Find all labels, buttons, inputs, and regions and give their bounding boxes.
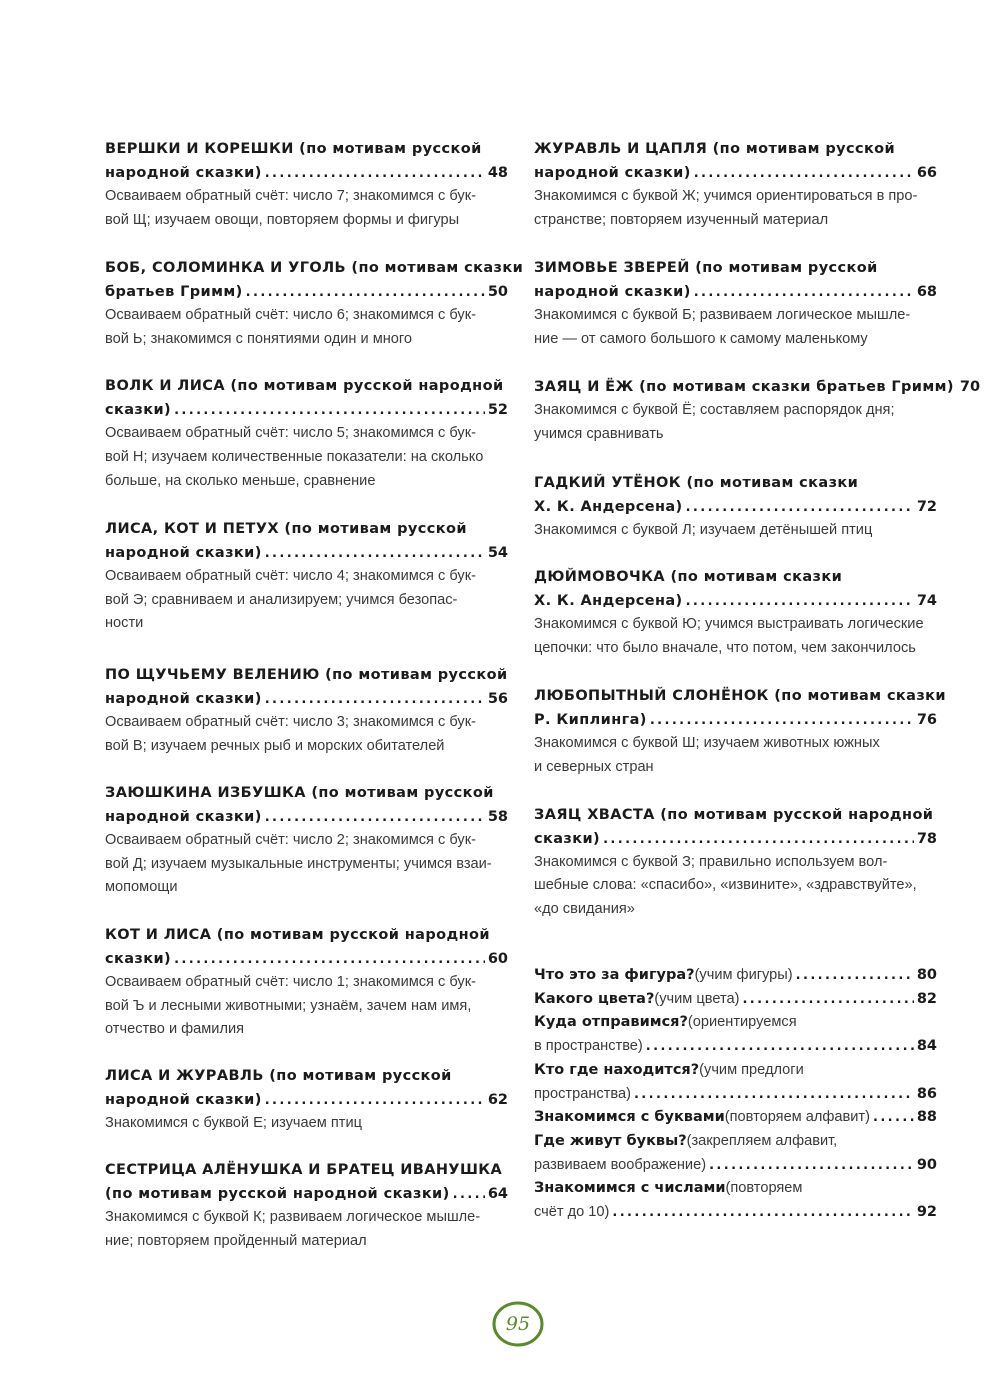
- extra-item-note: развиваем воображение): [534, 1156, 707, 1173]
- toc-entry-page: 76: [916, 712, 937, 729]
- toc-right-column: [534, 137, 981, 921]
- toc-entry: [534, 137, 937, 232]
- toc-entry: [105, 781, 508, 900]
- toc-entry-description: Осваиваем обратный счёт: число 1; знакомимся с бук-: [105, 973, 476, 990]
- toc-entry-title: ВОЛК И ЛИСА (по мотивам русской народной: [105, 378, 504, 395]
- toc-entry-description: Осваиваем обратный счёт: число 3; знакомимся с бук-: [105, 713, 476, 730]
- dot-leader: [873, 1106, 914, 1130]
- extra-item-note: в пространстве): [534, 1038, 643, 1055]
- extra-item-line: [534, 1059, 937, 1083]
- extra-item-note: счёт до 10): [534, 1204, 610, 1221]
- toc-entry-title: ЗИМОВЬЕ ЗВЕРЕЙ (по мотивам русской: [534, 260, 878, 277]
- extra-item: [534, 1059, 937, 1106]
- toc-entry-title: народной сказки): [534, 284, 691, 301]
- extra-item-page: 86: [916, 1085, 937, 1102]
- toc-entry-title-line: [105, 1064, 508, 1088]
- extra-item-title: Какого цвета?: [534, 990, 655, 1007]
- toc-entry-description: и северных стран: [534, 758, 654, 775]
- toc-entry-title-line: [534, 471, 937, 495]
- dot-leader: [694, 166, 914, 181]
- dot-leader: [742, 988, 913, 1012]
- toc-left-column: [105, 137, 524, 1253]
- dot-leader: [174, 952, 485, 967]
- toc-entry-page: 48: [487, 165, 508, 181]
- extra-item-line: [534, 1011, 937, 1035]
- extra-item: [534, 1177, 937, 1224]
- toc-entry-description: Знакомимся с буквой Б; развиваем логическое мышле-: [534, 307, 911, 324]
- toc-entry-page: 68: [916, 284, 937, 301]
- dot-leader: [796, 964, 914, 988]
- toc-entry-title-line: [534, 708, 937, 732]
- toc-entry-title-line: [105, 947, 508, 971]
- toc-entry-title-line: [105, 1158, 508, 1182]
- toc-entry-title-line: [534, 495, 937, 519]
- toc-entry-title-line: [534, 256, 937, 280]
- extra-item-note: (повторяем алфавит): [724, 1109, 870, 1126]
- toc-entry: [534, 471, 937, 543]
- extra-item: [534, 1130, 937, 1177]
- extra-item: [534, 964, 937, 988]
- extra-item-line: [534, 988, 937, 1012]
- extra-item-page: 82: [916, 990, 937, 1007]
- extra-item-page: 92: [916, 1204, 937, 1221]
- toc-entry-description: вой Д; изучаем музыкальные инструменты; учимся взаи-: [105, 855, 492, 872]
- dot-leader: [265, 810, 485, 825]
- toc-entry: [105, 1158, 508, 1253]
- toc-entry-page: 52: [487, 402, 508, 419]
- toc-entry-description: ние — от самого большого к самому маленькому: [534, 330, 868, 347]
- toc-entry: [534, 375, 981, 446]
- toc-entry-title-line: [105, 1088, 508, 1112]
- dot-leader: [265, 692, 485, 707]
- extra-item-title: Знакомимся с буквами: [534, 1109, 725, 1126]
- toc-entry-title: сказки): [534, 830, 601, 847]
- extra-item-note: (закрепляем алфавит,: [686, 1132, 838, 1149]
- dot-leader: [709, 1154, 914, 1178]
- toc-entry-description: отчество и фамилия: [105, 1021, 245, 1038]
- toc-entry-title-line: [105, 137, 508, 161]
- toc-entry: [105, 517, 508, 636]
- toc-entry-description: вой Ъ и лесными животными; узнаём, зачем нам имя,: [105, 997, 472, 1014]
- toc-entry-description: вой Э; сравниваем и анализируем; учимся безопас-: [105, 591, 458, 608]
- toc-entry: [105, 663, 508, 758]
- toc-entry-title: Х. К. Андерсена): [534, 593, 683, 610]
- toc-entry: [534, 684, 946, 779]
- toc-entry-description: Знакомимся с буквой Ш; изучаем животных южных: [534, 735, 880, 752]
- toc-entry: [534, 256, 937, 351]
- extra-item-title: Кто где находится?: [534, 1061, 700, 1078]
- toc-entry-description: ние; повторяем пройденный материал: [105, 1232, 367, 1249]
- toc-entry-description: учимся сравнивать: [534, 425, 664, 442]
- page-number-badge: [491, 1300, 545, 1348]
- toc-entry-page: 60: [487, 950, 508, 967]
- toc-entry-description: ности: [105, 615, 144, 632]
- dot-leader: [265, 546, 485, 561]
- toc-entry-title-line: [534, 375, 981, 399]
- toc-entry-description: Знакомимся с буквой К; развиваем логическое мышле-: [105, 1209, 481, 1226]
- toc-entry-title: ПО ЩУЧЬЕМУ ВЕЛЕНИЮ (по мотивам русской: [105, 666, 508, 683]
- dot-leader: [265, 166, 485, 181]
- toc-entry-description: Знакомимся с буквой Ю; учимся выстраивать логические: [534, 616, 924, 633]
- toc-entry-title: ЛЮБОПЫТНЫЙ СЛОНЁНОК (по мотивам сказки: [534, 688, 946, 705]
- toc-entry-title-line: [534, 803, 937, 827]
- toc-entry-description: Осваиваем обратный счёт: число 2; знакомимся с бук-: [105, 832, 476, 849]
- extra-item-note: пространства): [534, 1085, 631, 1102]
- extra-item-note: (учим предлоги: [699, 1061, 804, 1078]
- toc-entry-description: Знакомимся с буквой Ё; составляем распорядок дня;: [534, 402, 895, 419]
- toc-entry-page: 72: [916, 498, 937, 515]
- toc-entry-page: 56: [487, 690, 508, 707]
- extra-item-line: [534, 964, 937, 988]
- toc-entry-title: Р. Киплинга): [534, 712, 647, 729]
- toc-entry-title: народной сказки): [105, 690, 262, 707]
- toc-entry-title: народной сказки): [105, 545, 262, 562]
- toc-entry-title: сказки): [105, 402, 172, 419]
- dot-leader: [686, 500, 914, 515]
- toc-entry-title-line: [105, 541, 508, 565]
- extra-item-line: [534, 1154, 937, 1178]
- toc-entry-title-line: [534, 161, 937, 185]
- toc-entry-title: сказки): [105, 950, 172, 967]
- extra-item-line: [534, 1177, 937, 1201]
- toc-entry-description: Знакомимся с буквой З; правильно используем вол-: [534, 853, 888, 870]
- dot-leader: [612, 1201, 913, 1225]
- extra-item-line: [534, 1106, 937, 1130]
- toc-entry-page: 62: [487, 1091, 508, 1108]
- toc-entry-description: больше, на сколько меньше, сравнение: [105, 472, 376, 489]
- toc-entry-description: Знакомимся с буквой Л; изучаем детёнышей птиц: [534, 521, 873, 538]
- toc-entry: [105, 374, 508, 493]
- extra-item-title: Куда отправимся?: [534, 1014, 688, 1031]
- toc-extras-list: [534, 964, 937, 1225]
- toc-entry-description: вой Щ; изучаем овощи, повторяем формы и фигуры: [105, 211, 460, 228]
- toc-entry-title: народной сказки): [105, 165, 262, 181]
- toc-entry-title: Х. К. Андерсена): [534, 498, 683, 515]
- toc-entry-description: шебные слова: «спасибо», «извините», «здравствуйте»,: [534, 877, 917, 894]
- dot-leader: [686, 594, 914, 609]
- extra-item-note: (ориентируемся: [687, 1014, 797, 1031]
- toc-entry: [105, 923, 508, 1042]
- toc-entry-description: Осваиваем обратный счёт: число 4; знакомимся с бук-: [105, 568, 476, 585]
- extra-item: [534, 1011, 937, 1058]
- toc-entry-page: 54: [487, 545, 508, 562]
- toc-entry-title-line: [105, 256, 524, 280]
- toc-entry-title-line: [105, 398, 508, 422]
- dot-leader: [694, 285, 914, 300]
- dot-leader: [453, 1187, 485, 1202]
- toc-entry-title-line: [105, 280, 508, 304]
- dot-leader: [246, 285, 485, 300]
- toc-entry-description: вой Н; изучаем количественные показатели: на сколько: [105, 448, 484, 465]
- toc-entry-page: 58: [487, 809, 508, 826]
- toc-entry-page: 78: [916, 830, 937, 847]
- toc-entry-description: мопомощи: [105, 879, 178, 896]
- toc-entry-page: 50: [487, 284, 508, 301]
- toc-entry-description: «до свидания»: [534, 900, 635, 917]
- toc-entry-page: 64: [487, 1186, 508, 1203]
- toc-entry-title-line: [105, 374, 508, 398]
- extra-item-note: (повторяем: [725, 1180, 803, 1197]
- toc-entry-title-line: [534, 565, 937, 589]
- extra-item-title: Что это за фигура?: [534, 967, 695, 983]
- toc-entry: [105, 1064, 508, 1136]
- toc-entry-title-line: [534, 137, 937, 161]
- extra-item-note: (учим фигуры): [694, 967, 793, 983]
- toc-entry-title: братьев Гримм): [105, 284, 243, 301]
- toc-entry-title: ДЮЙМОВОЧКА (по мотивам сказки: [534, 569, 843, 586]
- toc-entry-title-line: [534, 684, 946, 708]
- dot-leader: [646, 1035, 914, 1059]
- toc-entry-title: народной сказки): [105, 809, 262, 826]
- toc-entry-title: народной сказки): [105, 1091, 262, 1108]
- toc-entry-title: ЗАЯЦ ХВАСТА (по мотивам русской народной: [534, 806, 934, 823]
- dot-leader: [650, 713, 914, 728]
- extra-item: [534, 1106, 937, 1130]
- toc-entry-title: КОТ И ЛИСА (по мотивам русской народной: [105, 926, 490, 943]
- toc-entry-title: ЖУРАВЛЬ И ЦАПЛЯ (по мотивам русской: [534, 141, 896, 157]
- toc-entry-title-line: [105, 687, 508, 711]
- toc-entry-title: ВЕРШКИ И КОРЕШКИ (по мотивам русской: [105, 141, 482, 157]
- toc-entry-title: ГАДКИЙ УТЁНОК (по мотивам сказки: [534, 474, 859, 491]
- toc-entry-title: СЕСТРИЦА АЛЁНУШКА И БРАТЕЦ ИВАНУШКА: [105, 1162, 503, 1179]
- toc-entry-title-line: [534, 827, 937, 851]
- extra-item: [534, 988, 937, 1012]
- extra-item-page: 80: [916, 967, 937, 983]
- toc-entry-title-line: [534, 280, 937, 304]
- toc-entry-title-line: [105, 781, 508, 805]
- toc-entry: [534, 803, 937, 922]
- extra-item-line: [534, 1201, 937, 1225]
- toc-entry-description: вой Ь; знакомимся с понятиями один и много: [105, 330, 413, 347]
- dot-leader: [174, 403, 485, 418]
- toc-entry-description: Осваиваем обратный счёт: число 5; знакомимся с бук-: [105, 425, 476, 442]
- toc-entry-description: Знакомимся с буквой Е; изучаем птиц: [105, 1114, 362, 1131]
- toc-entry-page: 74: [916, 593, 937, 610]
- toc-entry-description: странстве; повторяем изученный материал: [534, 211, 829, 228]
- page-number: 95: [505, 1313, 531, 1335]
- toc-entry: [105, 137, 508, 232]
- toc-entry-title: ЗАЯЦ И ЁЖ (по мотивам сказки братьев Гримм): [534, 379, 954, 396]
- toc-entry-title: народной сказки): [534, 165, 691, 181]
- toc-entry-title: ЛИСА, КОТ И ПЕТУХ (по мотивам русской: [105, 521, 467, 538]
- extra-item-page: 90: [916, 1156, 937, 1173]
- toc-entry: [105, 256, 524, 351]
- extra-item-title: Знакомимся с числами: [534, 1180, 726, 1197]
- toc-entry-title-line: [105, 1182, 508, 1206]
- toc-entry-title: БОБ, СОЛОМИНКА И УГОЛЬ (по мотивам сказки: [105, 260, 524, 277]
- toc-entry-description: Осваиваем обратный счёт: число 6; знакомимся с бук-: [105, 307, 476, 324]
- dot-leader: [265, 1093, 485, 1108]
- extra-item-line: [534, 1130, 937, 1154]
- toc-entry-title-line: [105, 805, 508, 829]
- toc-entry-description: вой В; изучаем речных рыб и морских обитателей: [105, 737, 445, 754]
- extra-item-line: [534, 1083, 937, 1107]
- toc-entry-description: цепочки: что было вначале, что потом, чем закончилось: [534, 639, 916, 656]
- dot-leader: [603, 832, 914, 847]
- toc-entry-title-line: [105, 517, 508, 541]
- toc-entry-title-line: [105, 923, 508, 947]
- dot-leader: [634, 1083, 914, 1107]
- toc-entry-title-line: [105, 161, 508, 185]
- toc-entry-description: Осваиваем обратный счёт: число 7; знакомимся с бук-: [105, 188, 476, 204]
- toc-entry-description: Знакомимся с буквой Ж; учимся ориентироваться в про-: [534, 188, 918, 204]
- toc-entry: [534, 565, 937, 660]
- toc-entry-title-line: [534, 589, 937, 613]
- toc-entry-title-line: [105, 663, 508, 687]
- toc-entry-title: ЛИСА И ЖУРАВЛЬ (по мотивам русской: [105, 1067, 452, 1084]
- extra-item-note: (учим цвета): [654, 990, 740, 1007]
- toc-entry-title: ЗАЮШКИНА ИЗБУШКА (по мотивам русской: [105, 785, 494, 802]
- toc-entry-title: (по мотивам русской народной сказки): [105, 1186, 450, 1203]
- toc-entry-page: 66: [916, 165, 937, 181]
- toc-entry-page: 70: [959, 379, 981, 396]
- extra-item-line: [534, 1035, 937, 1059]
- extra-item-page: 84: [916, 1038, 937, 1055]
- extra-item-title: Где живут буквы?: [534, 1132, 687, 1149]
- extra-item-page: 88: [916, 1109, 937, 1126]
